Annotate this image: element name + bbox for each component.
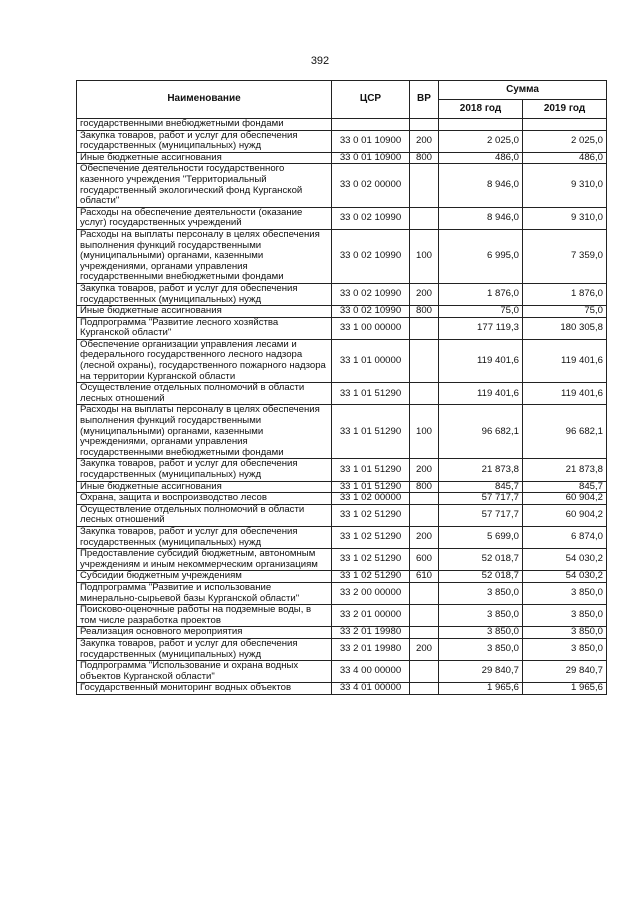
row-sum-2018: 3 850,0 [439, 582, 523, 604]
row-sum-2019 [523, 119, 607, 131]
row-vr: 200 [410, 130, 439, 152]
row-name: Закупка товаров, работ и услуг для обеспечения государственных (муниципальных) нужд [77, 283, 332, 305]
table-row [77, 207, 607, 229]
header-vr: ВР [410, 81, 439, 119]
row-csr: 33 1 00 00000 [332, 317, 410, 339]
row-sum-2019: 3 850,0 [523, 638, 607, 660]
row-csr: 33 0 02 10990 [332, 229, 410, 283]
row-vr [410, 661, 439, 683]
row-name: Реализация основного мероприятия [77, 627, 332, 639]
table-row [77, 152, 607, 164]
table-row [77, 317, 607, 339]
row-name: Закупка товаров, работ и услуг для обеспечения государственных (муниципальных) нужд [77, 638, 332, 660]
row-sum-2018: 119 401,6 [439, 339, 523, 382]
row-csr: 33 0 01 10900 [332, 152, 410, 164]
row-sum-2018: 1 876,0 [439, 283, 523, 305]
table-row [77, 130, 607, 152]
row-vr [410, 627, 439, 639]
row-csr: 33 0 02 10990 [332, 207, 410, 229]
row-sum-2018: 21 873,8 [439, 459, 523, 481]
row-sum-2019: 486,0 [523, 152, 607, 164]
row-csr: 33 1 01 51290 [332, 383, 410, 405]
header-year-2019: 2019 год [523, 100, 607, 119]
row-csr: 33 0 02 10990 [332, 306, 410, 318]
row-sum-2019: 21 873,8 [523, 459, 607, 481]
row-vr: 200 [410, 526, 439, 548]
row-sum-2018: 177 119,3 [439, 317, 523, 339]
row-csr: 33 1 02 51290 [332, 549, 410, 571]
row-name: Расходы на обеспечение деятельности (оказание услуг) государственных учреждений [77, 207, 332, 229]
table-body [77, 119, 607, 695]
table-row [77, 481, 607, 493]
row-sum-2019: 7 359,0 [523, 229, 607, 283]
table-row [77, 582, 607, 604]
row-sum-2018: 96 682,1 [439, 405, 523, 459]
header-year-2018: 2018 год [439, 100, 523, 119]
row-sum-2018: 3 850,0 [439, 638, 523, 660]
row-vr: 800 [410, 306, 439, 318]
row-vr: 100 [410, 229, 439, 283]
row-vr: 800 [410, 481, 439, 493]
table-row [77, 627, 607, 639]
row-sum-2018: 5 699,0 [439, 526, 523, 548]
row-sum-2019: 6 874,0 [523, 526, 607, 548]
row-name: Закупка товаров, работ и услуг для обеспечения государственных (муниципальных) нужд [77, 459, 332, 481]
row-name: государственными внебюджетными фондами [77, 119, 332, 131]
row-vr [410, 582, 439, 604]
row-sum-2019: 9 310,0 [523, 164, 607, 207]
row-sum-2019: 54 030,2 [523, 549, 607, 571]
row-vr [410, 493, 439, 505]
table-row [77, 306, 607, 318]
row-sum-2019: 119 401,6 [523, 383, 607, 405]
row-vr: 200 [410, 283, 439, 305]
row-sum-2019: 3 850,0 [523, 627, 607, 639]
row-csr: 33 1 01 51290 [332, 481, 410, 493]
header-csr: ЦСР [332, 81, 410, 119]
row-sum-2019: 180 305,8 [523, 317, 607, 339]
row-csr [332, 119, 410, 131]
row-sum-2018: 57 717,7 [439, 493, 523, 505]
row-name: Закупка товаров, работ и услуг для обеспечения государственных (муниципальных) нужд [77, 526, 332, 548]
table-row [77, 661, 607, 683]
table-row [77, 549, 607, 571]
row-name: Иные бюджетные ассигнования [77, 481, 332, 493]
row-csr: 33 0 01 10900 [332, 130, 410, 152]
row-csr: 33 2 01 00000 [332, 605, 410, 627]
row-csr: 33 2 00 00000 [332, 582, 410, 604]
row-name: Субсидии бюджетным учреждениям [77, 571, 332, 583]
row-sum-2019: 96 682,1 [523, 405, 607, 459]
row-sum-2019: 3 850,0 [523, 582, 607, 604]
budget-table [76, 80, 607, 695]
row-vr [410, 605, 439, 627]
row-vr [410, 207, 439, 229]
row-sum-2018: 486,0 [439, 152, 523, 164]
row-csr: 33 0 02 00000 [332, 164, 410, 207]
row-vr: 800 [410, 152, 439, 164]
row-name: Предоставление субсидий бюджетным, автономным учреждениям и иным некоммерческим организациям [77, 549, 332, 571]
table-row [77, 459, 607, 481]
table-row [77, 164, 607, 207]
table-row [77, 119, 607, 131]
row-vr [410, 504, 439, 526]
row-name: Охрана, защита и воспроизводство лесов [77, 493, 332, 505]
row-csr: 33 1 02 51290 [332, 504, 410, 526]
row-sum-2019: 60 904,2 [523, 493, 607, 505]
row-csr: 33 1 02 51290 [332, 526, 410, 548]
row-csr: 33 1 01 00000 [332, 339, 410, 382]
row-name: Подпрограмма "Использование и охрана водных объектов Курганской области" [77, 661, 332, 683]
row-name: Иные бюджетные ассигнования [77, 306, 332, 318]
row-name: Подпрограмма "Развитие и использование минерально-сырьевой базы Курганской области" [77, 582, 332, 604]
row-sum-2018: 3 850,0 [439, 627, 523, 639]
row-name: Осуществление отдельных полномочий в области лесных отношений [77, 383, 332, 405]
row-sum-2019: 60 904,2 [523, 504, 607, 526]
row-vr [410, 339, 439, 382]
row-name: Закупка товаров, работ и услуг для обеспечения государственных (муниципальных) нужд [77, 130, 332, 152]
row-sum-2018: 6 995,0 [439, 229, 523, 283]
table-row [77, 339, 607, 382]
row-vr [410, 383, 439, 405]
row-name: Поисково-оценочные работы на подземные воды, в том числе разработка проектов [77, 605, 332, 627]
row-sum-2019: 2 025,0 [523, 130, 607, 152]
row-csr: 33 4 01 00000 [332, 683, 410, 695]
table-row [77, 229, 607, 283]
row-vr: 600 [410, 549, 439, 571]
header-name: Наименование [77, 81, 332, 119]
row-name: Расходы на выплаты персоналу в целях обеспечения выполнения функций государственными (муниципальными) органами, казенными учреждениями, органами управления государственными внебюджетными фондами [77, 229, 332, 283]
row-csr: 33 1 01 51290 [332, 405, 410, 459]
row-sum-2018: 845,7 [439, 481, 523, 493]
table-row [77, 493, 607, 505]
row-sum-2019: 29 840,7 [523, 661, 607, 683]
row-sum-2018: 119 401,6 [439, 383, 523, 405]
row-csr: 33 2 01 19980 [332, 638, 410, 660]
row-csr: 33 1 01 51290 [332, 459, 410, 481]
row-sum-2019: 845,7 [523, 481, 607, 493]
table-row [77, 283, 607, 305]
row-sum-2019: 9 310,0 [523, 207, 607, 229]
table-row [77, 526, 607, 548]
row-csr: 33 2 01 19980 [332, 627, 410, 639]
row-vr: 200 [410, 459, 439, 481]
row-sum-2018: 52 018,7 [439, 549, 523, 571]
row-sum-2018: 8 946,0 [439, 207, 523, 229]
row-vr [410, 683, 439, 695]
row-sum-2018: 8 946,0 [439, 164, 523, 207]
row-sum-2018: 1 965,6 [439, 683, 523, 695]
row-csr: 33 1 02 00000 [332, 493, 410, 505]
table-header [77, 81, 607, 119]
row-name: Подпрограмма "Развитие лесного хозяйства Курганской области" [77, 317, 332, 339]
row-csr: 33 4 00 00000 [332, 661, 410, 683]
row-vr [410, 317, 439, 339]
row-vr [410, 164, 439, 207]
row-name: Государственный мониторинг водных объектов [77, 683, 332, 695]
row-sum-2018: 2 025,0 [439, 130, 523, 152]
row-sum-2019: 75,0 [523, 306, 607, 318]
row-sum-2019: 1 876,0 [523, 283, 607, 305]
table-row [77, 383, 607, 405]
row-name: Расходы на выплаты персоналу в целях обеспечения выполнения функций государственными (муниципальными) органами, казенными учреждениями, органами управления государственными внебюджетными фондами [77, 405, 332, 459]
table-row [77, 638, 607, 660]
row-sum-2018: 3 850,0 [439, 605, 523, 627]
row-sum-2019: 119 401,6 [523, 339, 607, 382]
row-sum-2018: 75,0 [439, 306, 523, 318]
row-sum-2018 [439, 119, 523, 131]
row-name: Обеспечение организации управления лесами и федерального государственного лесного надзора (лесной охраны), государственного пожарного надзора на территории Курганской области [77, 339, 332, 382]
row-sum-2018: 57 717,7 [439, 504, 523, 526]
row-name: Обеспечение деятельности государственного казенного учреждения "Территориальный государственный экологический фонд Курганской области" [77, 164, 332, 207]
row-vr: 610 [410, 571, 439, 583]
table-row [77, 605, 607, 627]
row-vr: 100 [410, 405, 439, 459]
row-sum-2019: 54 030,2 [523, 571, 607, 583]
row-vr [410, 119, 439, 131]
table-row [77, 571, 607, 583]
row-sum-2019: 1 965,6 [523, 683, 607, 695]
row-sum-2018: 52 018,7 [439, 571, 523, 583]
row-sum-2018: 29 840,7 [439, 661, 523, 683]
row-name: Осуществление отдельных полномочий в области лесных отношений [77, 504, 332, 526]
header-sum: Сумма [439, 81, 607, 100]
table-row [77, 683, 607, 695]
page-number: 392 [310, 55, 330, 67]
row-csr: 33 0 02 10990 [332, 283, 410, 305]
row-name: Иные бюджетные ассигнования [77, 152, 332, 164]
table-row [77, 405, 607, 459]
row-csr: 33 1 02 51290 [332, 571, 410, 583]
row-sum-2019: 3 850,0 [523, 605, 607, 627]
table-row [77, 504, 607, 526]
row-vr: 200 [410, 638, 439, 660]
